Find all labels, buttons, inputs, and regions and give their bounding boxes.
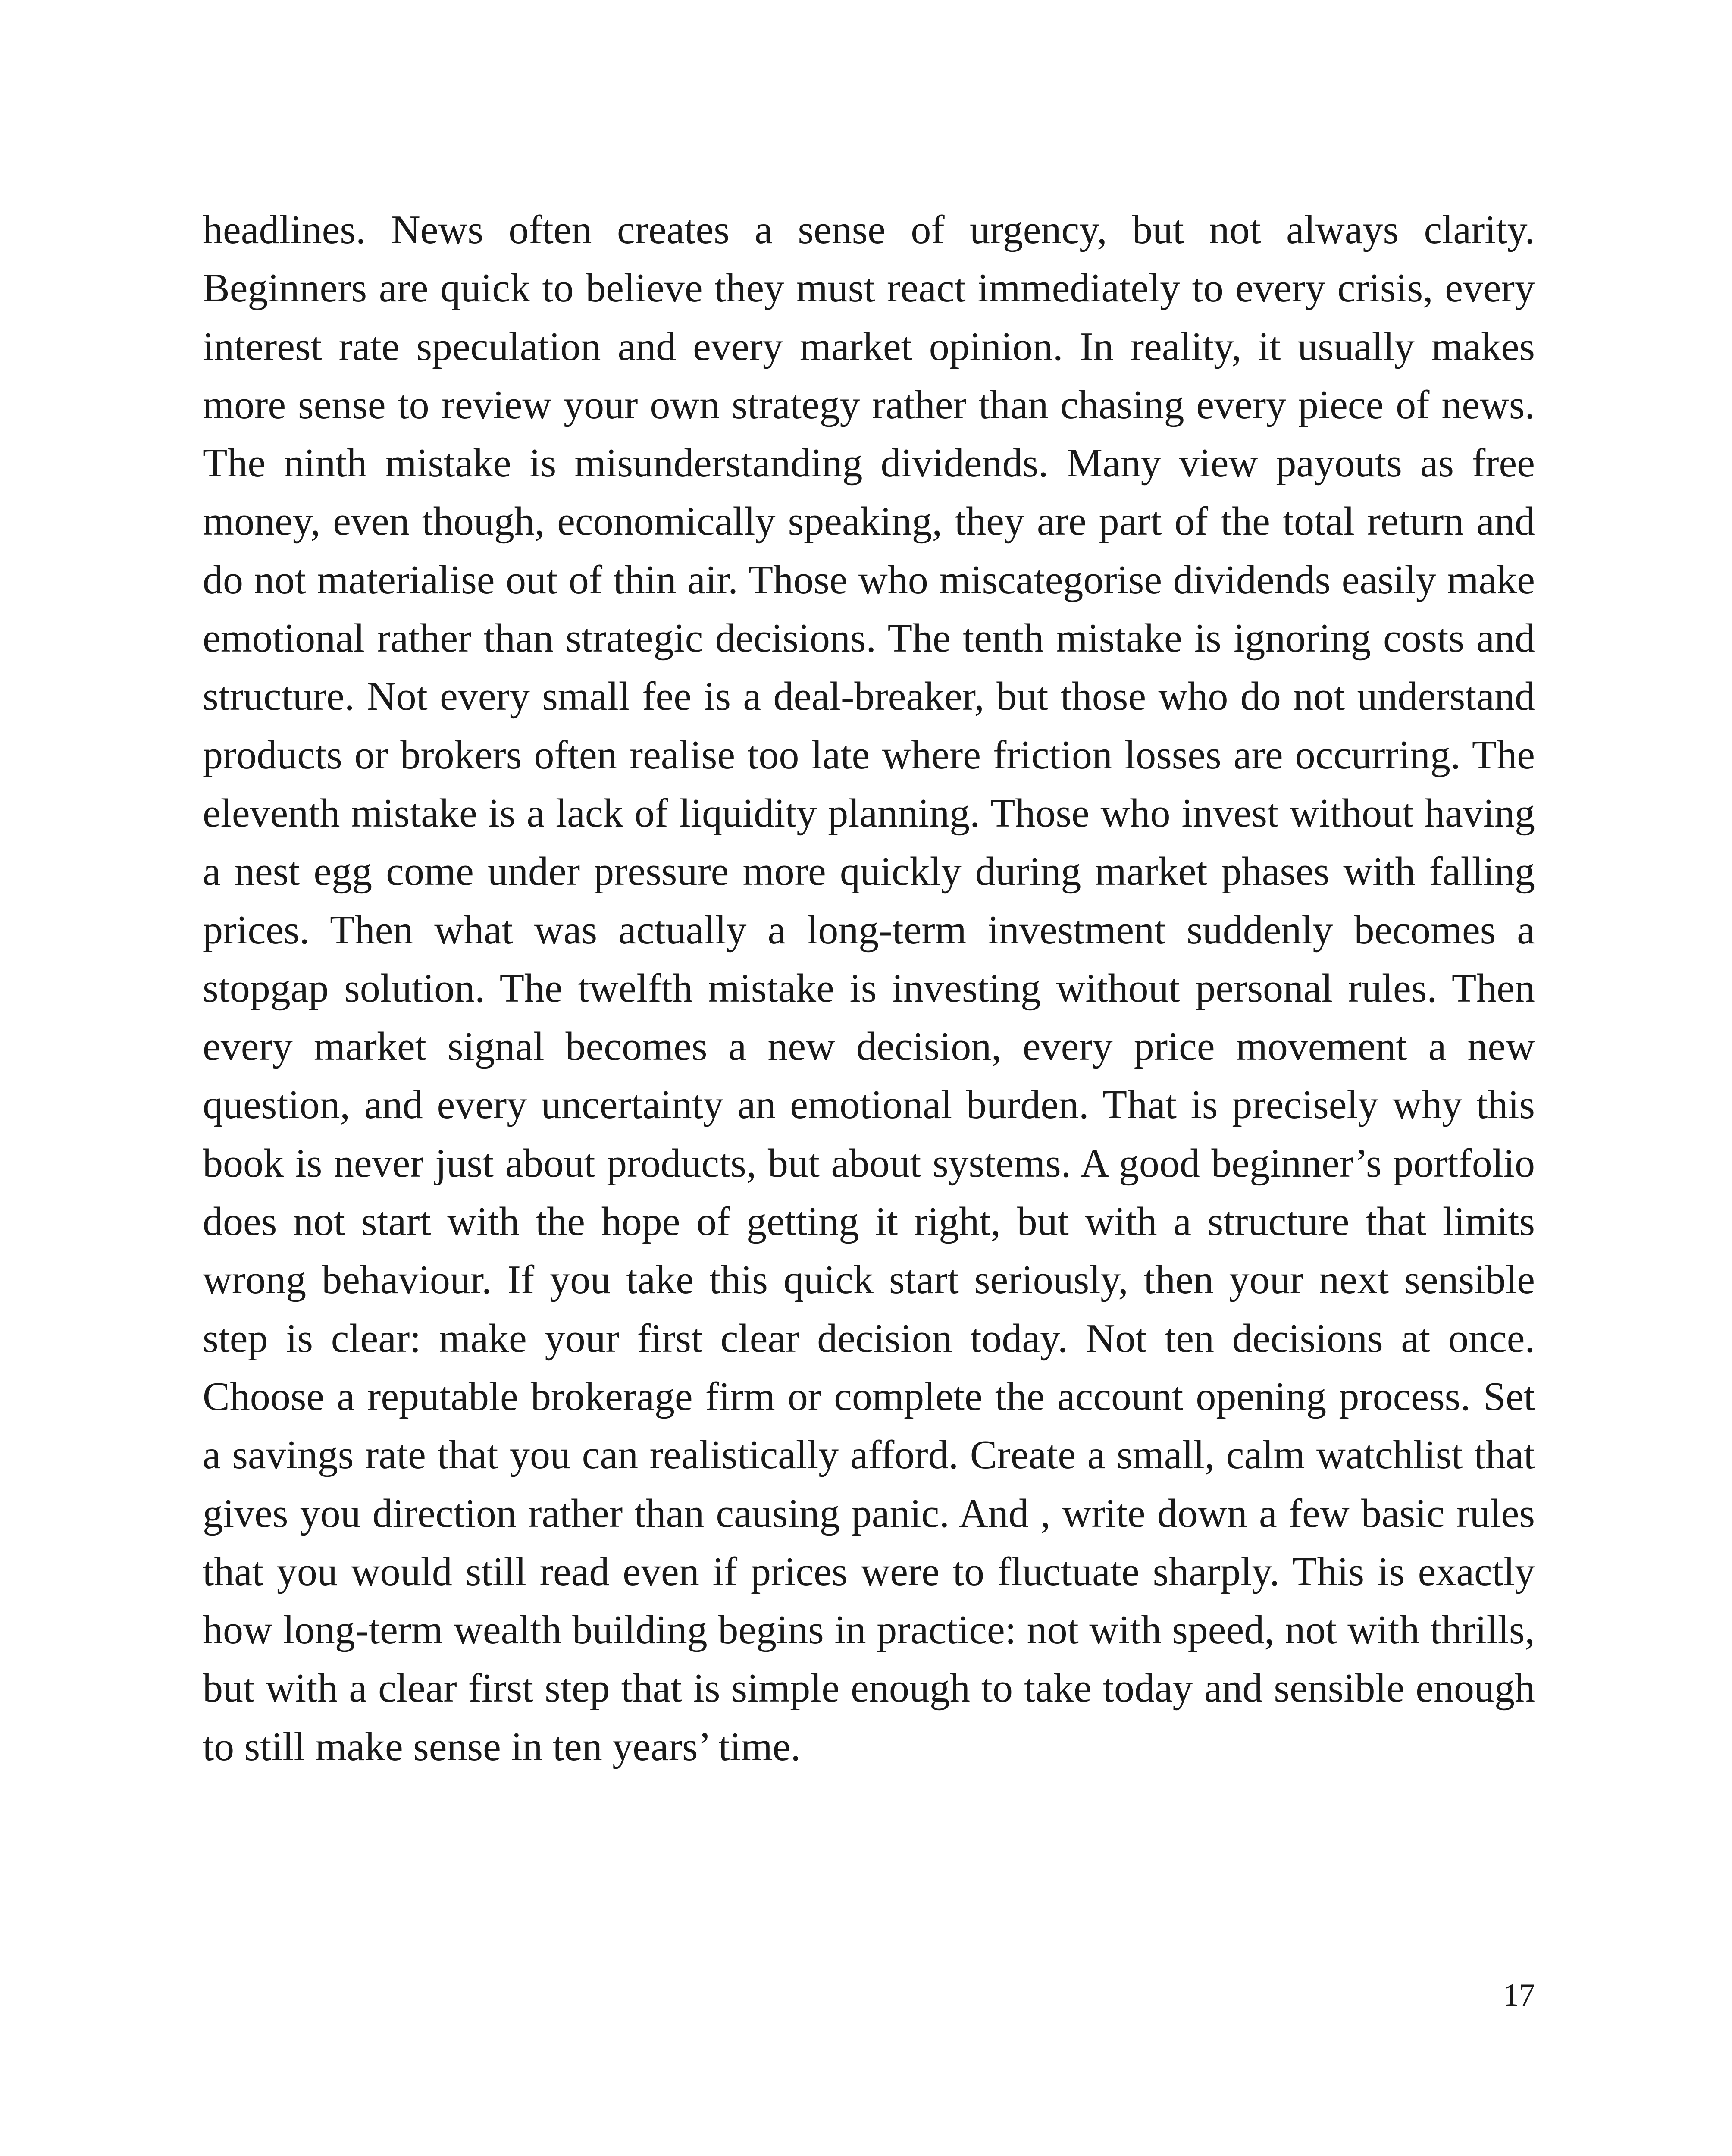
page-number: 17 [1503,1977,1535,2013]
body-paragraph: headlines. News often creates a sense of urgency, but not always clarity. Beginners are quick to believe they must react immediately to every crisis, every interest rate speculation and every market opinion. In reality, it usually makes more sense to review your own strategy rather than chasing every piece of news. The ninth mistake is misunderstanding dividends. Many view payouts as free money, even though, economically speaking, they are part of the total return and do not materialise out of thin air. Those who miscategorise dividends easily make emotional rather than strategic decisions. The tenth mistake is ignoring costs and structure. Not every small fee is a deal-breaker, but those who do not understand products or brokers often realise too late where friction losses are occurring. The eleventh mistake is a lack of liquidity planning. Those who invest without having a nest egg come under pressure more quickly during market phases with falling prices. Then what was actually a long-term investment suddenly becomes a stopgap solution. The twelfth mistake is investing without personal rules. Then every market signal becomes a new decision, every price movement a new question, and every uncertainty an emotional burden. That is precisely why this book is never just about products, but about systems. A good beginner’s portfolio does not start with the hope of getting it right, but with a structure that limits wrong behaviour. If you take this quick start seriously, then your next sensible step is clear: make your first clear decision today. Not ten decisions at once. Choose a reputable brokerage firm or complete the account opening process. Set a savings rate that you can realistically afford. Create a small, calm watchlist that gives you direction rather than causing panic. And , write down a few basic rules that you would still read even if prices were to fluctuate sharply. This is exactly how long-term wealth building begins in practice: not with speed, not with thrills, but with a clear first step that is simple enough to take today and sensible enough to still make sense in ten years’ time. [203,207,1535,1769]
